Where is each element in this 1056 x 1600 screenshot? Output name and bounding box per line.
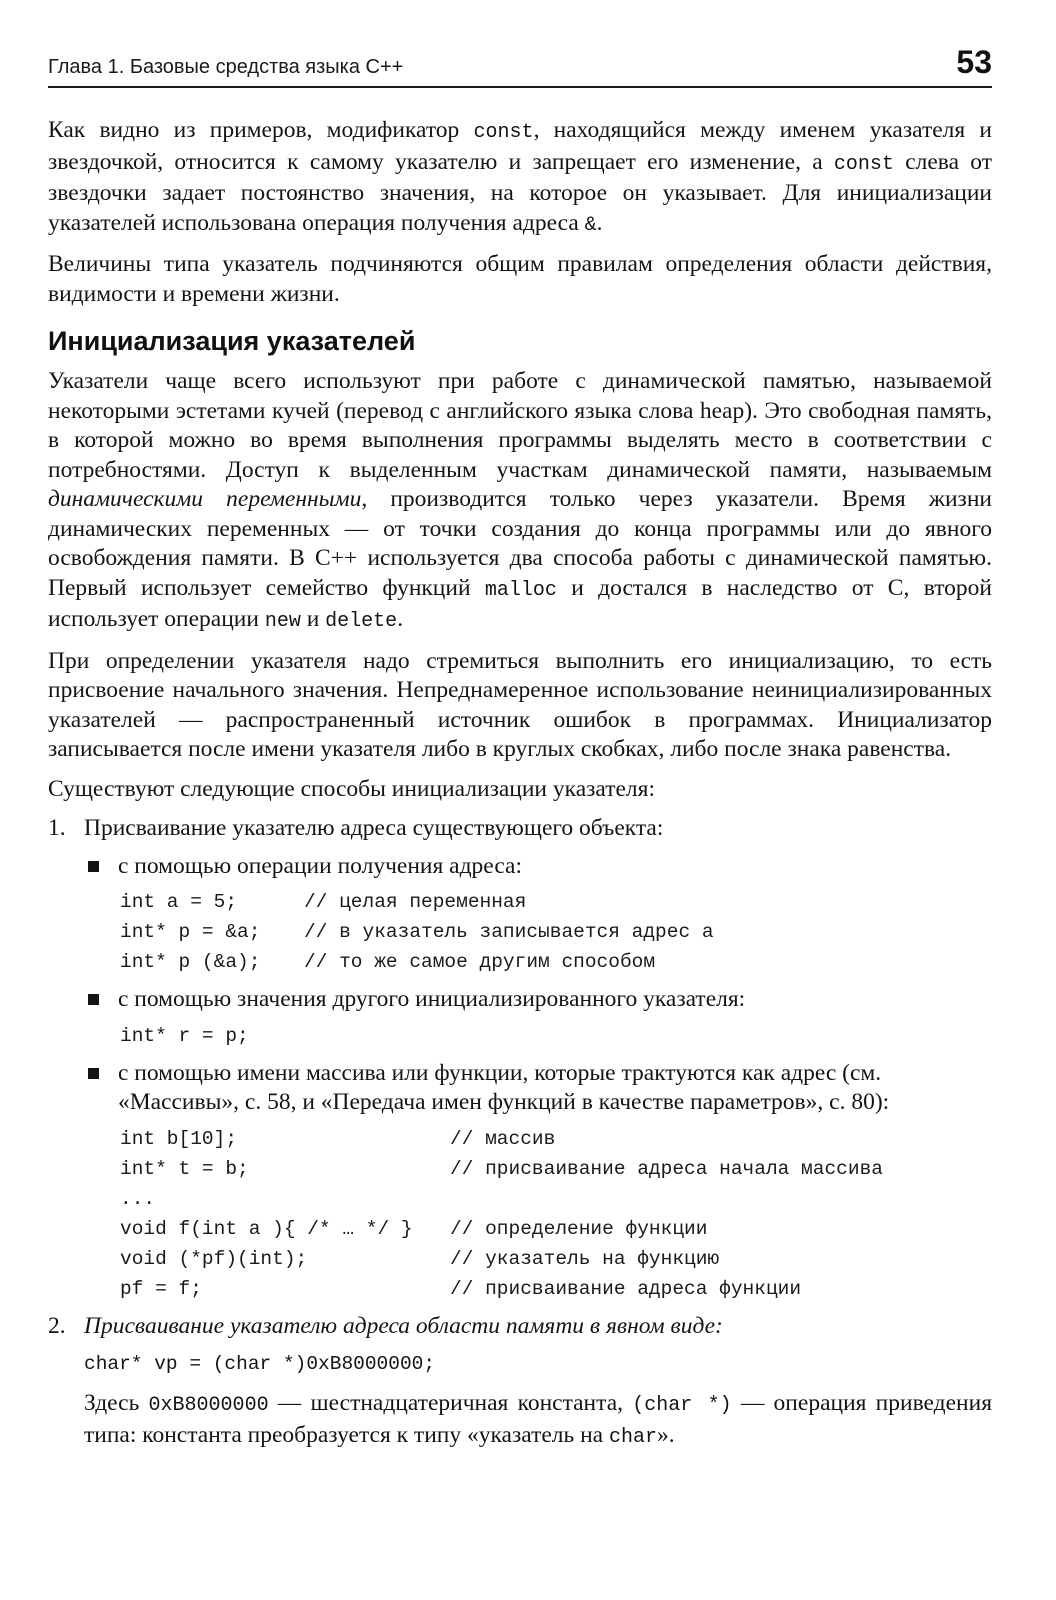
paragraph-methods-intro: Существуют следующие способы инициализации указателя: [48, 775, 655, 802]
bullet-square-icon [88, 994, 99, 1005]
code-statement: int* t = b; [120, 1157, 249, 1180]
text-run: и [300, 606, 326, 632]
code-line [120, 1244, 992, 1274]
code-block [120, 1021, 992, 1051]
text-run: Указатели чаще всего используют при работе с динамической памятью, называемой некоторыми эстетами кучей (перевод с английского языка слова heap). Это свободная память, в которой можно во время выполнения программы выделять место в соответствии с потребностями. Доступ к выделенным участкам динамической памяти, называемым [48, 368, 992, 483]
code-statement: int* r = p; [120, 1024, 249, 1047]
code-line [120, 1154, 992, 1184]
code-statement: pf = f; [120, 1277, 202, 1300]
paragraph-const-explanation [48, 116, 992, 240]
code-line [120, 1214, 992, 1244]
code-statement: ... [120, 1187, 156, 1210]
bullet-text: с помощью операции получения адреса: [118, 852, 522, 879]
code-comment: // указатель на функцию [450, 1247, 720, 1270]
bullet-text: с помощью имени массива или функции, которые трактуются как адрес (см. «Массивы», с. 58, и «Передача имен функций в качестве параметров», с. 80): [118, 1059, 890, 1115]
code-keyword-const: const [833, 152, 894, 176]
text-run: Здесь [84, 1390, 149, 1416]
section-heading: Инициализация указателей [48, 326, 416, 356]
paragraph-scope-rules: Величины типа указатель подчиняются общим правилам определения области действия, видимости и времени жизни. [48, 251, 992, 307]
code-keyword-const: const [473, 121, 534, 144]
italic-term: динамическими переменными [48, 486, 362, 512]
code-delete: delete [325, 610, 398, 633]
code-comment: // целая переменная [304, 891, 527, 913]
text-run: . [397, 606, 404, 632]
text-run: , находящийся между именем указателя и звездочкой, относится к самому указателю и запрещает его изменение, а [48, 117, 992, 175]
paragraph-dynamic-memory [48, 367, 992, 637]
code-line: char* vp = (char *)0xB8000000; [84, 1353, 436, 1375]
text-run: слева от звездочки задает постоянство значения, на которое он указывает. Для инициализации указателей использована операция получения адреса [48, 148, 992, 236]
code-line [120, 917, 992, 947]
item-text: Присваивание указателю адреса существующего объекта: [84, 815, 664, 841]
text-run: ». [657, 1421, 675, 1448]
bullet-square-icon [88, 1068, 99, 1079]
code-statement: int a = 5; [120, 891, 238, 913]
text-run: . [596, 209, 603, 236]
item-number: 2. [48, 1312, 66, 1339]
code-malloc: malloc [484, 578, 557, 602]
bullet-item [48, 985, 992, 1015]
code-comment: // в указатель записывается адрес a [304, 921, 714, 943]
text-run: — шестнадцатеричная константа, [268, 1390, 633, 1416]
code-cast: (char *) [632, 1394, 732, 1417]
code-statement: int* p (&a); [120, 951, 261, 973]
code-line [120, 1021, 992, 1051]
page-number: 53 [956, 44, 992, 80]
code-comment: // присваивание адреса функции [450, 1277, 802, 1300]
code-block [120, 887, 992, 977]
code-line [120, 947, 992, 977]
code-comment: // присваивание адреса начала массива [450, 1157, 883, 1180]
bullet-text: с помощью значения другого инициализированного указателя: [118, 986, 746, 1012]
code-block [120, 1124, 992, 1304]
code-statement: void (*pf)(int); [120, 1247, 308, 1270]
text-run: Как видно из примеров, модификатор [48, 117, 474, 143]
code-hex-constant: 0xB8000000 [148, 1394, 269, 1417]
code-char: char [608, 1425, 657, 1449]
bullet-square-icon [88, 861, 99, 872]
numbered-item-2 [48, 1312, 992, 1342]
text-run: — операция приведения типа: константа преобразуется к типу «указатель на [84, 1390, 993, 1448]
chapter-title: Глава 1. Базовые средства языка C++ [48, 56, 404, 78]
paragraph-initialization: При определении указателя надо стремиться выполнить его инициализацию, то есть присвоение начального значения. Непреднамеренное использование неинициализированных указателей — распространенный источник ошибок в программах. Инициализатор записывается после имени указателя либо в круглых скобках, либо после знака равенства. [48, 647, 992, 762]
item-text: Присваивание указателю адреса области памяти в явном виде: [84, 1312, 723, 1339]
page-body [48, 116, 992, 1462]
code-line [120, 1124, 992, 1154]
code-statement: void f(int a ){ /* … */ } [120, 1217, 413, 1240]
code-line [120, 1184, 992, 1214]
code-line [120, 887, 992, 917]
paragraph-cast-explanation [48, 1389, 992, 1452]
bullet-item [48, 1059, 992, 1118]
text-run: , производится только через указатели. Время жизни динамических переменных — от точки создания до конца программы или до явного освобождения памяти. В C++ используется два способа работы с динамической памятью. Первый использует семейство функций [48, 486, 992, 601]
code-line [120, 1274, 992, 1304]
text-run: и достался в наследство от C, второй использует операции [48, 574, 992, 632]
code-new: new [264, 610, 301, 633]
running-header [48, 44, 992, 88]
item-number: 1. [48, 815, 66, 841]
code-statement: int* p = &a; [120, 921, 261, 943]
bullet-item [48, 852, 992, 882]
numbered-item-1 [48, 814, 992, 844]
code-statement: int b[10]; [120, 1127, 238, 1150]
code-address-operator: & [584, 213, 597, 237]
code-comment: // определение функции [450, 1217, 708, 1240]
code-comment: // массив [450, 1127, 556, 1150]
code-comment: // то же самое другим способом [304, 951, 656, 973]
